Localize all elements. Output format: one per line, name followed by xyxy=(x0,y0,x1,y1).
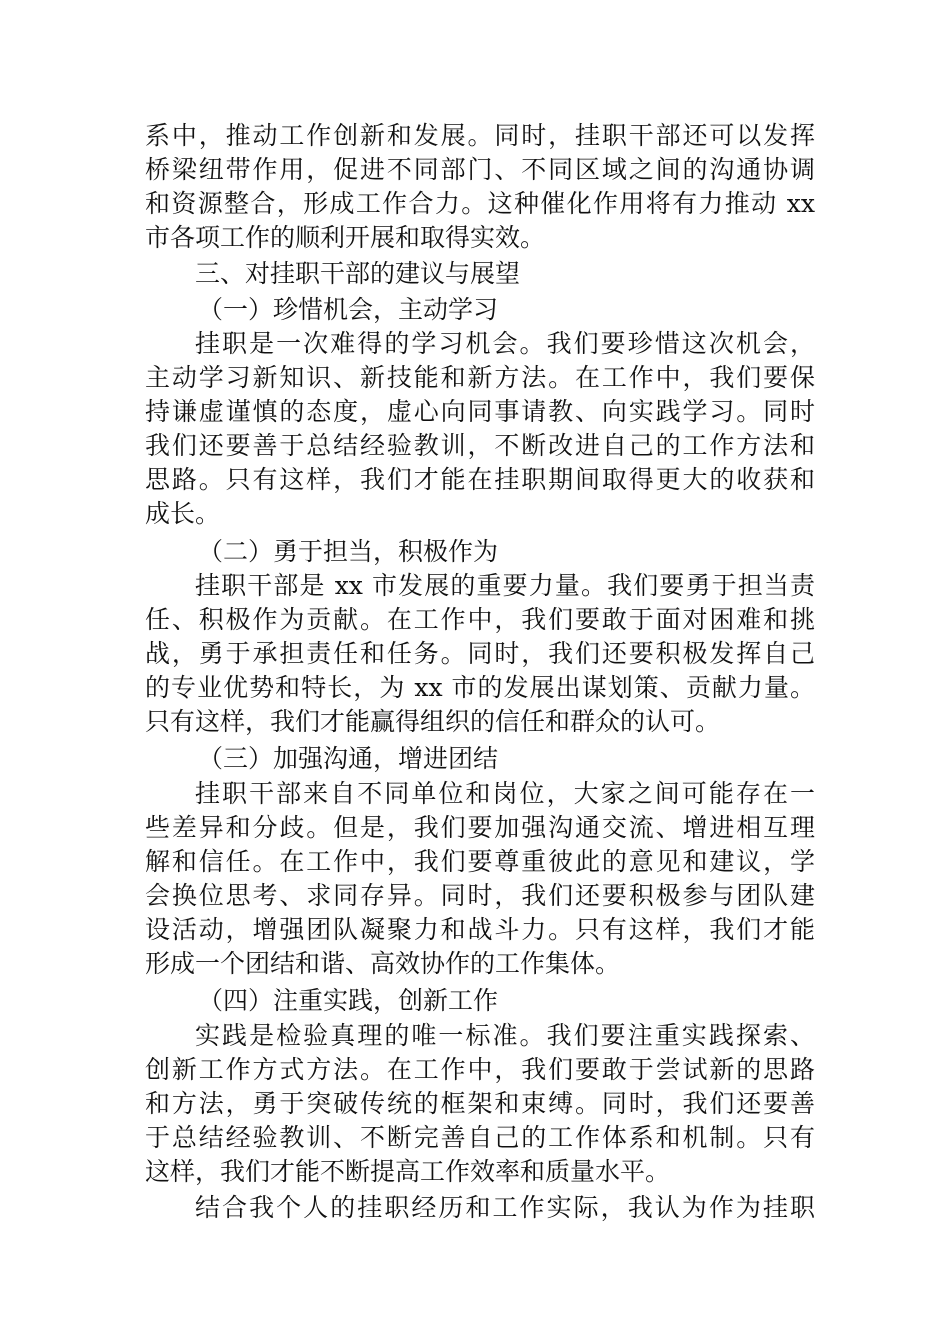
sub2-line-3: 战，勇于承担责任和任务。同时，我们还要积极发挥自己 xyxy=(145,639,815,668)
intro-line-4: 市各项工作的顺利开展和取得实效。 xyxy=(145,223,546,252)
sub3-line-5: 设活动，增强团队凝聚力和战斗力。只有这样，我们才能 xyxy=(145,915,815,944)
sub2-line-4: 的专业优势和特长，为 xx 市的发展出谋划策、贡献力量。 xyxy=(145,673,815,702)
sub3-line-1: 挂职干部来自不同单位和岗位，大家之间可能存在一 xyxy=(195,779,815,808)
sub1-line-5: 思路。只有这样，我们才能在挂职期间取得更大的收获和 xyxy=(145,465,815,494)
sub1-line-4: 我们还要善于总结经验教训，不断改进自己的工作方法和 xyxy=(145,431,815,460)
sub1-line-6: 成长。 xyxy=(145,499,221,528)
closing-line-1: 结合我个人的挂职经历和工作实际，我认为作为挂职 xyxy=(195,1193,815,1222)
sub1-line-3: 持谦虚谨慎的态度，虚心向同事请教、向实践学习。同时 xyxy=(145,397,815,426)
sub3-line-6: 形成一个团结和谐、高效协作的工作集体。 xyxy=(145,949,621,978)
sub2-line-1: 挂职干部是 xx 市发展的重要力量。我们要勇于担当责 xyxy=(195,571,815,600)
subheading-3: （三）加强沟通，增进团结 xyxy=(198,744,499,773)
sub4-line-4: 于总结经验教训、不断完善自己的工作体系和机制。只有 xyxy=(145,1123,815,1152)
sub1-line-1: 挂职是一次难得的学习机会。我们要珍惜这次机会， xyxy=(195,329,815,358)
sub2-line-2: 任、积极作为贡献。在工作中，我们要敢于面对困难和挑 xyxy=(145,605,815,634)
sub4-line-1: 实践是检验真理的唯一标准。我们要注重实践探索、 xyxy=(195,1021,815,1050)
sub4-line-5: 这样，我们才能不断提高工作效率和质量水平。 xyxy=(145,1157,671,1186)
sub2-line-5: 只有这样，我们才能赢得组织的信任和群众的认可。 xyxy=(145,707,721,736)
sub3-line-4: 会换位思考、求同存异。同时，我们还要积极参与团队建 xyxy=(145,881,815,910)
intro-line-2: 桥梁纽带作用，促进不同部门、不同区域之间的沟通协调 xyxy=(145,155,815,184)
section-heading: 三、对挂职干部的建议与展望 xyxy=(195,259,521,288)
subheading-4: （四）注重实践，创新工作 xyxy=(198,986,499,1015)
sub3-line-3: 解和信任。在工作中，我们要尊重彼此的意见和建议，学 xyxy=(145,847,815,876)
sub4-line-2: 创新工作方式方法。在工作中，我们要敢于尝试新的思路 xyxy=(145,1055,815,1084)
sub4-line-3: 和方法，勇于突破传统的框架和束缚。同时，我们还要善 xyxy=(145,1089,815,1118)
subheading-2: （二）勇于担当，积极作为 xyxy=(198,537,499,566)
intro-line-3: 和资源整合，形成工作合力。这种催化作用将有力推动 xx xyxy=(145,189,815,218)
sub1-line-2: 主动学习新知识、新技能和新方法。在工作中，我们要保 xyxy=(145,363,815,392)
sub3-line-2: 些差异和分歧。但是，我们要加强沟通交流、增进相互理 xyxy=(145,813,815,842)
subheading-1: （一）珍惜机会，主动学习 xyxy=(198,295,499,324)
intro-line-1: 系中，推动工作创新和发展。同时，挂职干部还可以发挥 xyxy=(145,121,815,150)
